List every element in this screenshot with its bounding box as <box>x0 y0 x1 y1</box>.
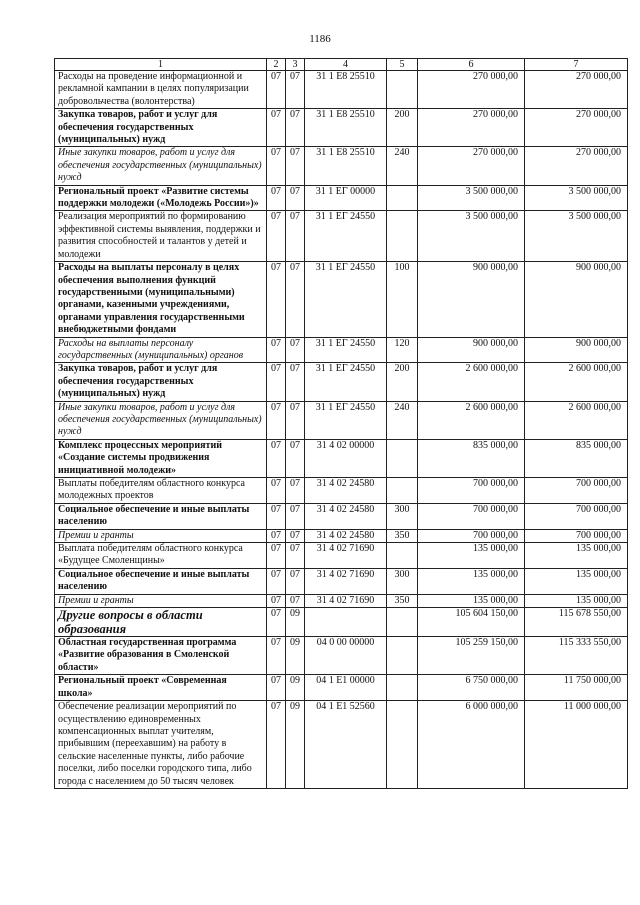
subsection-code-cell: 07 <box>286 478 305 504</box>
expense-type-cell <box>387 701 418 789</box>
amount-year-1-cell: 6 000 000,00 <box>418 701 525 789</box>
amount-year-1-cell: 135 000,00 <box>418 543 525 569</box>
amount-year-2-cell: 3 500 000,00 <box>525 185 628 211</box>
expense-type-cell: 350 <box>387 529 418 542</box>
target-article-cell: 04 1 E1 00000 <box>305 675 387 701</box>
row-name-cell: Расходы на выплаты персоналу в целях обеспечения выполнения функций государственными (муниципальными) органами, казенными учреждениями, органами управления государственными внебюджетными фондами <box>55 262 267 337</box>
amount-year-2-cell: 900 000,00 <box>525 262 628 337</box>
amount-year-2-cell: 115 678 550,00 <box>525 608 628 637</box>
expense-type-cell: 300 <box>387 503 418 529</box>
amount-year-1-cell: 3 500 000,00 <box>418 211 525 262</box>
section-code-cell: 07 <box>267 529 286 542</box>
expense-type-cell: 350 <box>387 594 418 607</box>
amount-year-2-cell: 11 000 000,00 <box>525 701 628 789</box>
target-article-cell: 31 4 02 71690 <box>305 594 387 607</box>
table-row <box>55 71 628 109</box>
row-name-cell: Социальное обеспечение и иные выплаты населению <box>55 503 267 529</box>
expense-type-cell <box>387 439 418 477</box>
amount-year-1-cell: 270 000,00 <box>418 109 525 147</box>
section-code-cell: 07 <box>267 543 286 569</box>
row-name-cell: Иные закупки товаров, работ и услуг для обеспечения государственных (муниципальных) нужд <box>55 401 267 439</box>
row-name-cell: Региональный проект «Современная школа» <box>55 675 267 701</box>
table-row <box>55 401 628 439</box>
amount-year-2-cell: 270 000,00 <box>525 147 628 185</box>
table-header-row <box>55 59 628 71</box>
amount-year-1-cell: 105 259 150,00 <box>418 637 525 675</box>
table-row <box>55 503 628 529</box>
table-row <box>55 529 628 542</box>
subsection-code-cell: 07 <box>286 543 305 569</box>
section-code-cell: 07 <box>267 71 286 109</box>
target-article-cell: 31 4 02 24580 <box>305 529 387 542</box>
target-article-cell: 31 1 EГ 24550 <box>305 337 387 363</box>
section-code-cell: 07 <box>267 185 286 211</box>
expense-type-cell <box>387 478 418 504</box>
expense-type-cell: 300 <box>387 568 418 594</box>
expense-type-cell <box>387 637 418 675</box>
expense-type-cell <box>387 211 418 262</box>
expense-type-cell <box>387 543 418 569</box>
row-name-cell: Областная государственная программа «Развитие образования в Смоленской области» <box>55 637 267 675</box>
row-name-cell: Обеспечение реализации мероприятий по осуществлению единовременных компенсационных выплат учителям, прибывшим (переехавшим) на работу в сельские населенные пункты, либо рабочие поселки, либо поселки городского типа, либо города с населением до 50 тысяч человек <box>55 701 267 789</box>
table-row <box>55 262 628 337</box>
expense-type-cell: 240 <box>387 147 418 185</box>
table-row <box>55 439 628 477</box>
target-article-cell: 31 1 E8 25510 <box>305 109 387 147</box>
amount-year-1-cell: 270 000,00 <box>418 147 525 185</box>
subsection-code-cell: 07 <box>286 147 305 185</box>
section-code-cell: 07 <box>267 147 286 185</box>
column-header: 5 <box>387 59 418 71</box>
column-header: 3 <box>286 59 305 71</box>
target-article-cell: 04 0 00 00000 <box>305 637 387 675</box>
amount-year-1-cell: 270 000,00 <box>418 71 525 109</box>
target-article-cell: 31 4 02 24580 <box>305 478 387 504</box>
subsection-code-cell: 07 <box>286 439 305 477</box>
amount-year-1-cell: 105 604 150,00 <box>418 608 525 637</box>
section-code-cell: 07 <box>267 503 286 529</box>
row-name-cell: Реализация мероприятий по формированию эффективной системы выявления, поддержки и развития способностей и талантов у детей и молодежи <box>55 211 267 262</box>
subsection-code-cell: 07 <box>286 529 305 542</box>
row-name-cell: Выплаты победителям областного конкурса молодежных проектов <box>55 478 267 504</box>
column-header: 4 <box>305 59 387 71</box>
amount-year-1-cell: 835 000,00 <box>418 439 525 477</box>
target-article-cell: 31 4 02 71690 <box>305 543 387 569</box>
column-header: 2 <box>267 59 286 71</box>
amount-year-1-cell: 700 000,00 <box>418 478 525 504</box>
amount-year-2-cell: 135 000,00 <box>525 568 628 594</box>
amount-year-2-cell: 700 000,00 <box>525 529 628 542</box>
row-name-cell: Другие вопросы в области образования <box>55 608 267 637</box>
subsection-code-cell: 07 <box>286 401 305 439</box>
amount-year-2-cell: 2 600 000,00 <box>525 401 628 439</box>
table-row <box>55 701 628 789</box>
target-article-cell: 31 1 EГ 24550 <box>305 211 387 262</box>
amount-year-1-cell: 6 750 000,00 <box>418 675 525 701</box>
section-code-cell: 07 <box>267 211 286 262</box>
row-name-cell: Выплата победителям областного конкурса «Будущее Смоленщины» <box>55 543 267 569</box>
target-article-cell: 31 1 EГ 00000 <box>305 185 387 211</box>
expense-type-cell <box>387 185 418 211</box>
table-row <box>55 211 628 262</box>
column-header: 7 <box>525 59 628 71</box>
section-code-cell: 07 <box>267 701 286 789</box>
amount-year-1-cell: 2 600 000,00 <box>418 363 525 401</box>
expense-type-cell: 200 <box>387 109 418 147</box>
amount-year-2-cell: 700 000,00 <box>525 478 628 504</box>
subsection-code-cell: 07 <box>286 363 305 401</box>
section-code-cell: 07 <box>267 608 286 637</box>
expense-type-cell: 100 <box>387 262 418 337</box>
amount-year-2-cell: 270 000,00 <box>525 71 628 109</box>
section-code-cell: 07 <box>267 109 286 147</box>
table-row <box>55 637 628 675</box>
target-article-cell: 31 1 EГ 24550 <box>305 363 387 401</box>
section-code-cell: 07 <box>267 401 286 439</box>
subsection-code-cell: 09 <box>286 608 305 637</box>
page-number: 1186 <box>309 33 331 45</box>
amount-year-2-cell: 11 750 000,00 <box>525 675 628 701</box>
row-name-cell: Комплекс процессных мероприятий «Создание системы продвижения инициативной молодежи» <box>55 439 267 477</box>
subsection-code-cell: 07 <box>286 503 305 529</box>
section-code-cell: 07 <box>267 478 286 504</box>
amount-year-2-cell: 135 000,00 <box>525 594 628 607</box>
amount-year-1-cell: 700 000,00 <box>418 503 525 529</box>
target-article-cell: 31 4 02 24580 <box>305 503 387 529</box>
section-code-cell: 07 <box>267 337 286 363</box>
subsection-code-cell: 07 <box>286 262 305 337</box>
table-row <box>55 109 628 147</box>
section-code-cell: 07 <box>267 439 286 477</box>
row-name-cell: Расходы на выплаты персоналу государственных (муниципальных) органов <box>55 337 267 363</box>
section-code-cell: 07 <box>267 568 286 594</box>
target-article-cell <box>305 608 387 637</box>
subsection-code-cell: 07 <box>286 185 305 211</box>
subsection-code-cell: 07 <box>286 568 305 594</box>
row-name-cell: Премии и гранты <box>55 529 267 542</box>
subsection-code-cell: 07 <box>286 211 305 262</box>
amount-year-2-cell: 135 000,00 <box>525 543 628 569</box>
amount-year-2-cell: 115 333 550,00 <box>525 637 628 675</box>
row-name-cell: Закупка товаров, работ и услуг для обеспечения государственных (муниципальных) нужд <box>55 363 267 401</box>
amount-year-1-cell: 900 000,00 <box>418 262 525 337</box>
expense-type-cell <box>387 675 418 701</box>
table-row <box>55 337 628 363</box>
table-row <box>55 478 628 504</box>
subsection-code-cell: 09 <box>286 637 305 675</box>
column-header: 1 <box>55 59 267 71</box>
table-row <box>55 543 628 569</box>
budget-table <box>54 58 628 789</box>
amount-year-1-cell: 900 000,00 <box>418 337 525 363</box>
section-code-cell: 07 <box>267 675 286 701</box>
table-row <box>55 568 628 594</box>
amount-year-2-cell: 2 600 000,00 <box>525 363 628 401</box>
expense-type-cell: 120 <box>387 337 418 363</box>
section-code-cell: 07 <box>267 637 286 675</box>
table-row <box>55 608 628 637</box>
section-code-cell: 07 <box>267 262 286 337</box>
subsection-code-cell: 09 <box>286 701 305 789</box>
target-article-cell: 04 1 E1 52560 <box>305 701 387 789</box>
target-article-cell: 31 1 E8 25510 <box>305 147 387 185</box>
amount-year-2-cell: 3 500 000,00 <box>525 211 628 262</box>
table-row <box>55 363 628 401</box>
target-article-cell: 31 1 E8 25510 <box>305 71 387 109</box>
expense-type-cell <box>387 608 418 637</box>
table-row <box>55 147 628 185</box>
amount-year-2-cell: 270 000,00 <box>525 109 628 147</box>
target-article-cell: 31 4 02 00000 <box>305 439 387 477</box>
table-row <box>55 185 628 211</box>
amount-year-2-cell: 700 000,00 <box>525 503 628 529</box>
section-code-cell: 07 <box>267 594 286 607</box>
amount-year-1-cell: 135 000,00 <box>418 568 525 594</box>
target-article-cell: 31 4 02 71690 <box>305 568 387 594</box>
subsection-code-cell: 07 <box>286 109 305 147</box>
row-name-cell: Иные закупки товаров, работ и услуг для обеспечения государственных (муниципальных) нужд <box>55 147 267 185</box>
table-row <box>55 675 628 701</box>
row-name-cell: Региональный проект «Развитие системы поддержки молодежи («Молодежь России»)» <box>55 185 267 211</box>
row-name-cell: Расходы на проведение информационной и рекламной кампании в целях популяризации добровольчества (волонтерства) <box>55 71 267 109</box>
section-code-cell: 07 <box>267 363 286 401</box>
amount-year-2-cell: 835 000,00 <box>525 439 628 477</box>
subsection-code-cell: 09 <box>286 675 305 701</box>
target-article-cell: 31 1 EГ 24550 <box>305 401 387 439</box>
subsection-code-cell: 07 <box>286 71 305 109</box>
table-row <box>55 594 628 607</box>
amount-year-1-cell: 135 000,00 <box>418 594 525 607</box>
row-name-cell: Премии и гранты <box>55 594 267 607</box>
row-name-cell: Закупка товаров, работ и услуг для обеспечения государственных (муниципальных) нужд <box>55 109 267 147</box>
row-name-cell: Социальное обеспечение и иные выплаты населению <box>55 568 267 594</box>
amount-year-1-cell: 2 600 000,00 <box>418 401 525 439</box>
amount-year-1-cell: 700 000,00 <box>418 529 525 542</box>
target-article-cell: 31 1 EГ 24550 <box>305 262 387 337</box>
amount-year-1-cell: 3 500 000,00 <box>418 185 525 211</box>
expense-type-cell: 200 <box>387 363 418 401</box>
expense-type-cell: 240 <box>387 401 418 439</box>
column-header: 6 <box>418 59 525 71</box>
subsection-code-cell: 07 <box>286 337 305 363</box>
amount-year-2-cell: 900 000,00 <box>525 337 628 363</box>
subsection-code-cell: 07 <box>286 594 305 607</box>
expense-type-cell <box>387 71 418 109</box>
